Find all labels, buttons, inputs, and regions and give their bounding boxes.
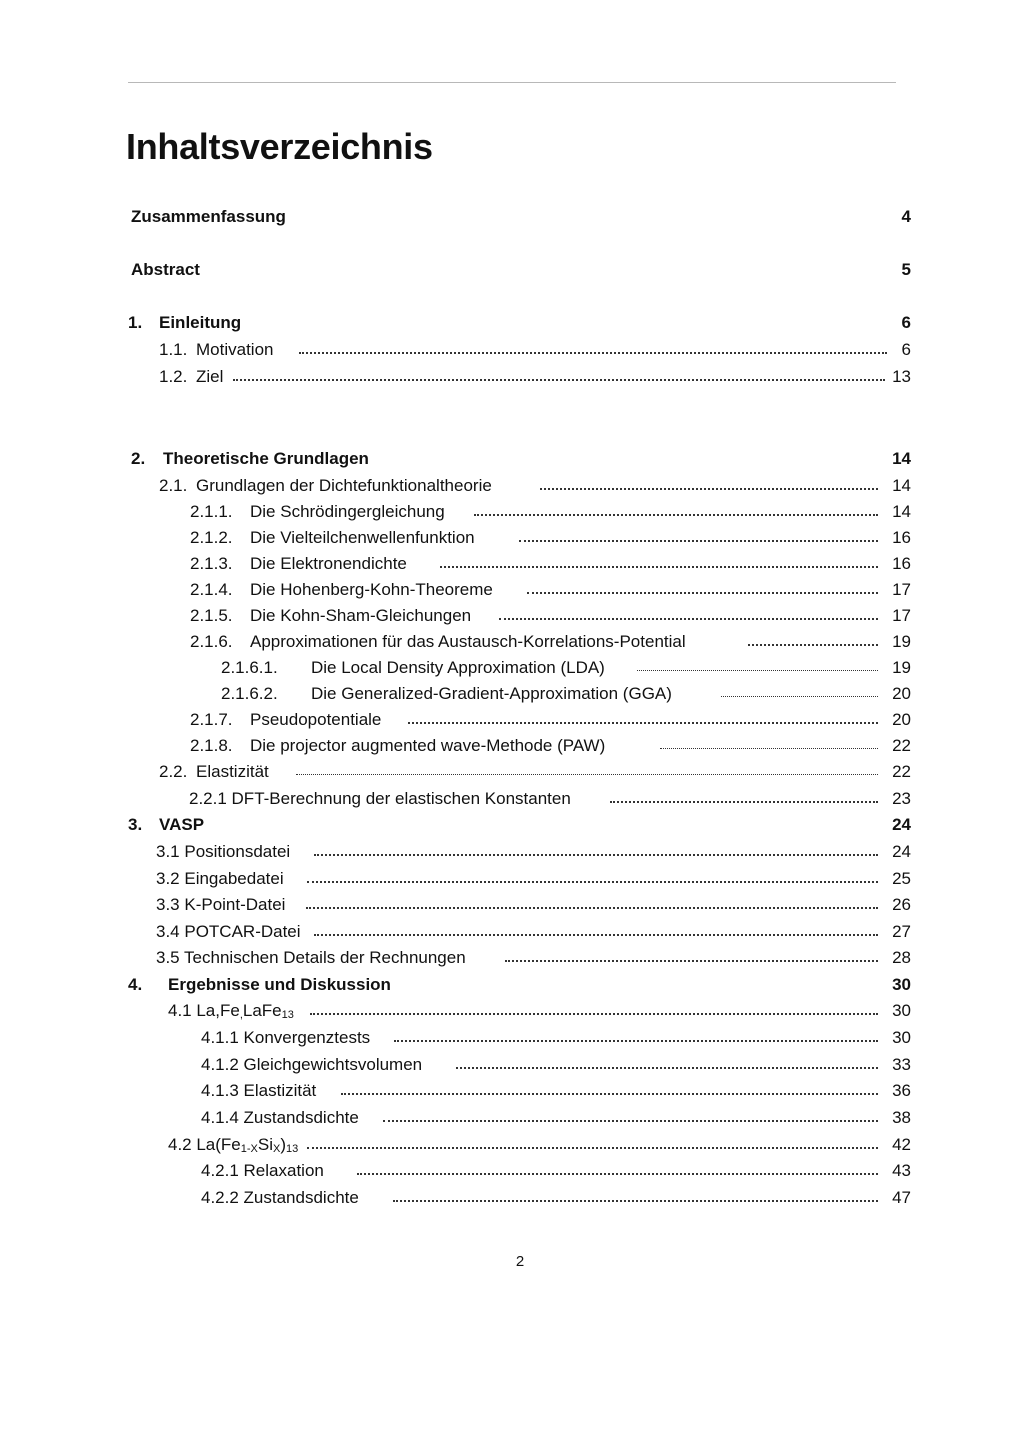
toc-entry xyxy=(201,1026,911,1050)
toc-entry xyxy=(201,1159,911,1183)
toc-entry-label: 2.2.1 DFT-Berechnung der elastischen Konstanten xyxy=(189,789,571,808)
toc-leader xyxy=(296,774,878,775)
toc-entry-label: Die Generalized-Gradient-Approximation (GGA) xyxy=(311,684,672,703)
toc-entry xyxy=(128,973,911,997)
toc-leader xyxy=(440,566,878,568)
toc-entry-page: 19 xyxy=(892,632,911,651)
toc-entry-label: Theoretische Grundlagen xyxy=(163,449,369,468)
toc-entry-label: 3.5 Technischen Details der Rechnungen xyxy=(156,948,466,967)
toc-entry-label: 4.1.3 Elastizität xyxy=(201,1081,317,1100)
toc-entry-page: 16 xyxy=(892,554,911,573)
toc-entry-label: 4.1.2 Gleichgewichtsvolumen xyxy=(201,1055,423,1074)
toc-entry-page: 27 xyxy=(892,922,911,941)
toc-entry-number: 2.1.6. xyxy=(190,632,233,651)
toc-entry xyxy=(201,1079,911,1103)
toc-leader xyxy=(233,379,885,381)
header-rule xyxy=(128,82,896,83)
toc-entry-page: 6 xyxy=(901,313,911,332)
toc-entry-number: 2.1. xyxy=(159,476,188,495)
toc-entry-page: 38 xyxy=(892,1108,911,1127)
toc-entry-page: 23 xyxy=(892,789,911,808)
page-number: 2 xyxy=(515,1253,525,1270)
toc-entry xyxy=(128,813,911,837)
toc-entry-page: 30 xyxy=(892,1001,911,1020)
toc-entry-label: Die Local Density Approximation (LDA) xyxy=(311,658,605,677)
page-title: Inhaltsverzeichnis xyxy=(126,126,433,167)
toc-entry-page: 14 xyxy=(892,449,911,468)
toc-entry-label: Zusammenfassung xyxy=(131,207,286,226)
toc-entry-page: 24 xyxy=(892,842,911,861)
toc-entry-number: 2.1.6.2. xyxy=(221,684,278,703)
toc-entry-page: 24 xyxy=(892,815,911,834)
toc-entry-number: 2.1.2. xyxy=(190,528,233,547)
toc-entry-label: Motivation xyxy=(196,340,274,359)
toc-entry xyxy=(190,734,911,758)
toc-leader xyxy=(748,644,878,646)
toc-entry-label: 3.1 Positionsdatei xyxy=(156,842,291,861)
toc-leader xyxy=(394,1040,878,1042)
toc-entry-label: 3.2 Eingabedatei xyxy=(156,869,284,888)
toc-entry-page: 17 xyxy=(892,580,911,599)
toc-entry-page: 28 xyxy=(892,948,911,967)
toc-entry-page: 20 xyxy=(892,684,911,703)
toc-entry-label: 4.2.2 Zustandsdichte xyxy=(201,1188,359,1207)
toc-entry-number: 1.1. xyxy=(159,340,188,359)
toc-entry-label: 4.1 $La,Fe_,LaFe_{13}$ xyxy=(168,1001,294,1021)
toc-leader xyxy=(474,514,878,516)
toc-leader xyxy=(540,488,878,490)
toc-entry-label: Approximationen für das Austausch-Korrelations-Potential xyxy=(250,632,686,651)
toc-entry-page: 13 xyxy=(892,367,911,386)
toc-entry xyxy=(190,604,911,628)
toc-entry-number: 2.1.1. xyxy=(190,502,233,521)
toc-entry xyxy=(128,311,911,335)
toc-entry xyxy=(156,946,911,970)
toc-entry-page: 47 xyxy=(892,1188,911,1207)
toc-leader xyxy=(307,881,878,883)
toc-entry xyxy=(168,1133,911,1157)
toc-leader xyxy=(721,696,878,697)
toc-entry-label: Die Schrödingergleichung xyxy=(250,502,445,521)
toc-entry-number: 1.2. xyxy=(159,367,188,386)
toc-leader xyxy=(306,907,878,909)
toc-leader xyxy=(456,1067,878,1069)
toc-entry-page: 20 xyxy=(892,710,911,729)
toc-entry-label: 3.3 K-Point-Datei xyxy=(156,895,286,914)
toc-entry xyxy=(189,787,911,811)
toc-entry-number: 2.2. xyxy=(159,762,188,781)
toc-entry xyxy=(156,840,911,864)
toc-entry xyxy=(156,867,911,891)
toc-entry-label: Die Elektronendichte xyxy=(250,554,407,573)
toc-entry-number: 2.1.4. xyxy=(190,580,233,599)
toc-entry-label: 3.4 POTCAR-Datei xyxy=(156,922,301,941)
toc-entry-label: Die Vielteilchenwellenfunktion xyxy=(250,528,475,547)
toc-entry-page: 22 xyxy=(892,736,911,755)
toc-entry xyxy=(168,999,911,1023)
toc-entry xyxy=(156,920,911,944)
toc-leader xyxy=(383,1120,878,1122)
toc-entry-number: 2.1.5. xyxy=(190,606,233,625)
toc-leader xyxy=(499,618,878,620)
toc-entry-page: 16 xyxy=(892,528,911,547)
toc-entry xyxy=(156,893,911,917)
toc-entry-number: 2.1.6.1. xyxy=(221,658,278,677)
toc-entry xyxy=(159,365,911,389)
toc-leader xyxy=(519,540,878,542)
toc-entry xyxy=(201,1186,911,1210)
toc-entry-label: Die projector augmented wave-Methode (PAW) xyxy=(250,736,606,755)
toc-entry-page: 19 xyxy=(892,658,911,677)
toc-leader xyxy=(408,722,878,724)
toc-entry-label: 4.2.1 Relaxation xyxy=(201,1161,324,1180)
toc-entry-page: 14 xyxy=(892,502,911,521)
toc-entry-label: 4.1.1 Konvergenztests xyxy=(201,1028,371,1047)
toc-entry-page: 4 xyxy=(901,207,911,226)
toc-entry xyxy=(190,630,911,654)
toc-entry-page: 14 xyxy=(892,476,911,495)
toc-entry-number: 2.1.8. xyxy=(190,736,233,755)
toc-leader xyxy=(310,1013,878,1015)
toc-entry xyxy=(201,1106,911,1130)
toc-entry-page: 30 xyxy=(892,975,911,994)
toc-entry-label: Pseudopotentiale xyxy=(250,710,382,729)
toc-entry-page: 26 xyxy=(892,895,911,914)
toc-entry-page: 33 xyxy=(892,1055,911,1074)
toc-entry-number: 1. xyxy=(128,313,143,332)
toc-entry-number: 2.1.3. xyxy=(190,554,233,573)
toc-entry-page: 17 xyxy=(892,606,911,625)
toc-entry-number: 3. xyxy=(128,815,143,834)
toc-entry-label: Die Hohenberg-Kohn-Theoreme xyxy=(250,580,493,599)
toc-entry-label: VASP xyxy=(159,815,205,834)
toc-entry-page: 6 xyxy=(901,340,911,359)
toc-entry-label: Abstract xyxy=(131,260,200,279)
toc-leader xyxy=(637,670,878,671)
toc-entry-page: 22 xyxy=(892,762,911,781)
toc-entry-number: 4. xyxy=(128,975,143,994)
toc-leader xyxy=(341,1093,878,1095)
toc-entry-label: Die Kohn-Sham-Gleichungen xyxy=(250,606,472,625)
toc-entry xyxy=(190,500,911,524)
toc-leader xyxy=(307,1147,878,1149)
toc-leader xyxy=(314,854,878,856)
toc-entry-page: 25 xyxy=(892,869,911,888)
toc-entry-label: Ziel xyxy=(196,367,224,386)
toc-leader xyxy=(505,960,878,962)
toc-leader xyxy=(660,748,878,749)
toc-entry xyxy=(190,526,911,550)
toc-leader xyxy=(393,1200,878,1202)
toc-entry-page: 42 xyxy=(892,1135,911,1154)
toc-entry-label: Einleitung xyxy=(159,313,242,332)
toc-leader xyxy=(357,1173,878,1175)
toc-entry-page: 5 xyxy=(901,260,911,279)
toc-leader xyxy=(299,352,887,354)
toc-entry xyxy=(131,258,911,282)
toc-entry-label: 4.2 $La(Fe_{1-X}Si_X)_{13}$ xyxy=(168,1135,299,1155)
toc-leader xyxy=(610,801,878,803)
toc-entry xyxy=(190,552,911,576)
toc-entry xyxy=(221,656,911,680)
toc-entry-label: Grundlagen der Dichtefunktionaltheorie xyxy=(196,476,492,495)
toc-leader xyxy=(527,592,878,594)
toc-entry-number: 2. xyxy=(131,449,146,468)
toc-entry xyxy=(131,447,911,471)
toc-entry-label: Ergebnisse und Diskussion xyxy=(168,975,391,994)
toc-entry-page: 30 xyxy=(892,1028,911,1047)
toc-entry-number: 2.1.7. xyxy=(190,710,233,729)
toc-entry-page: 36 xyxy=(892,1081,911,1100)
toc-entry xyxy=(159,338,911,362)
toc-entry-page: 43 xyxy=(892,1161,911,1180)
toc-entry-label: 4.1.4 Zustandsdichte xyxy=(201,1108,359,1127)
toc-entry xyxy=(190,708,911,732)
toc-entry xyxy=(131,205,911,229)
toc-entry xyxy=(221,682,911,706)
toc-leader xyxy=(314,934,878,936)
toc-entry xyxy=(201,1053,911,1077)
toc-entry xyxy=(190,578,911,602)
toc-entry-label: Elastizität xyxy=(196,762,269,781)
toc-entry xyxy=(159,474,911,498)
toc-entry xyxy=(159,760,911,784)
